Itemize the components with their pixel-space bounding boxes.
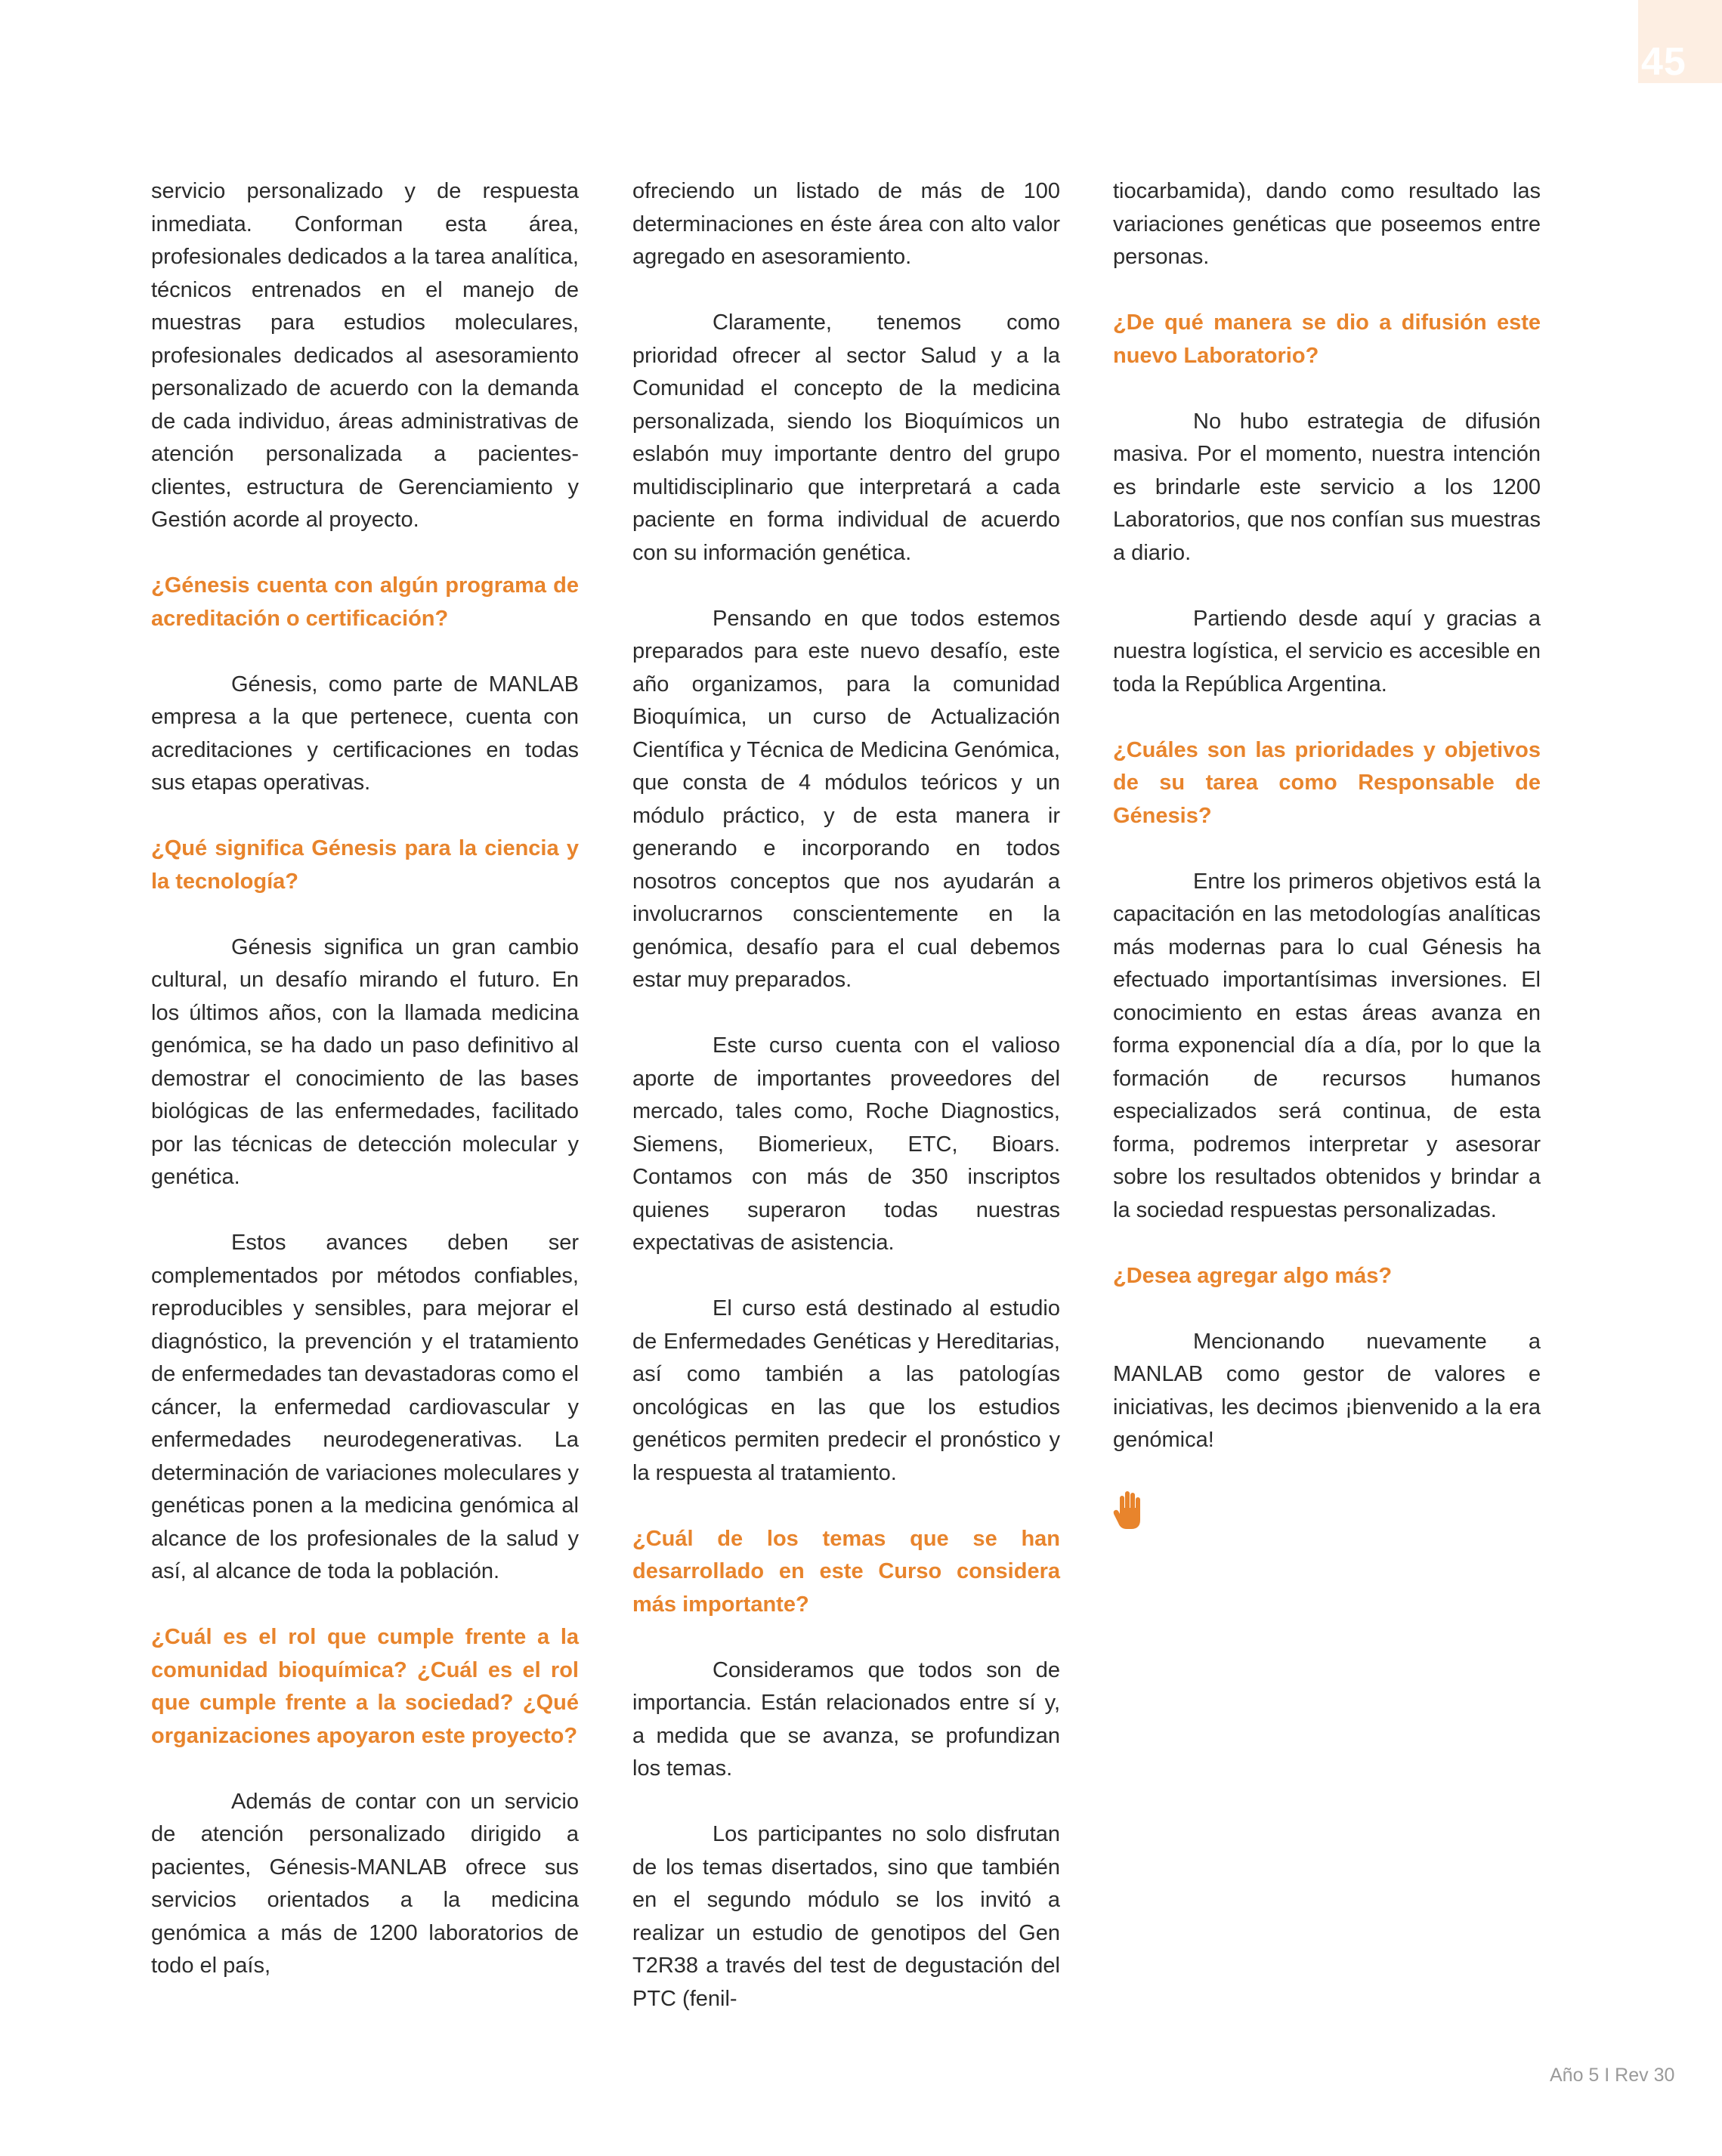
body-paragraph: ofreciendo un listado de más de 100 determinaciones en éste área con alto valor agregado en asesoramiento. xyxy=(632,179,1060,269)
body-paragraph: Además de contar con un servicio de atención personalizado dirigido a pacientes, Génesis-MANLAB ofrece sus servicios orientados a la medicina genómica a más de 1200 laboratorios de todo el país, xyxy=(151,1789,579,1978)
body-paragraph: El curso está destinado al estudio de Enfermedades Genéticas y Hereditarias, así como también a las patologías oncológicas en las que los estudios genéticos permiten predecir el pronóstico y la respuesta al tratamiento. xyxy=(632,1296,1060,1485)
interview-question: ¿Génesis cuenta con algún programa de acreditación o certificación? xyxy=(151,573,579,631)
issue-footer: Año 5 I Rev 30 xyxy=(1550,2065,1675,2086)
interview-question: ¿Cuál es el rol que cumple frente a la comunidad bioquímica? ¿Cuál es el rol que cumple frente a la sociedad? ¿Qué organizaciones apoyaron este proyecto? xyxy=(151,1625,579,1748)
body-paragraph: Partiendo desde aquí y gracias a nuestra logística, el servicio es accesible en toda la República Argentina. xyxy=(1113,606,1541,697)
interview-question: ¿Desea agregar algo más? xyxy=(1113,1263,1393,1288)
article-column-1 xyxy=(151,175,579,1983)
body-paragraph: Mencionando nuevamente a MANLAB como gestor de valores e iniciativas, les decimos ¡bienvenido a la era genómica! xyxy=(1113,1329,1541,1452)
raised-hand-icon xyxy=(1113,1490,1146,1531)
body-paragraph: Pensando en que todos estemos preparados para este nuevo desafío, este año organizamos, para la comunidad Bioquímica, un curso de Actualización Científica y Técnica de Medicina Genómica, que consta de 4 módulos teóricos y un módulo práctico, y de esta manera ir generando e incorporando en todos nosotros conceptos que nos ayudarán a involucrarnos conscientemente en la genómica, desafío para el cual debemos estar muy preparados. xyxy=(632,606,1060,992)
body-paragraph: Este curso cuenta con el valioso aporte de importantes proveedores del mercado, tales como, Roche Diagnostics, Siemens, Biomerieux, ETC, Bioars. Contamos con más de 350 inscriptos quienes superaron todas nuestras expectativas de asistencia. xyxy=(632,1033,1060,1255)
body-paragraph: No hubo estrategia de difusión masiva. Por el momento, nuestra intención es brindarle este servicio a los 1200 Laboratorios, que nos confían sus muestras a diario. xyxy=(1113,409,1541,565)
page-number: 45 xyxy=(1641,40,1686,84)
interview-question: ¿De qué manera se dio a difusión este nuevo Laboratorio? xyxy=(1113,310,1541,368)
interview-question: ¿Cuáles son las prioridades y objetivos de su tarea como Responsable de Génesis? xyxy=(1113,737,1541,828)
interview-question: ¿Cuál de los temas que se han desarrollado en este Curso considera más importante? xyxy=(632,1526,1060,1617)
body-paragraph: Los participantes no solo disfrutan de los temas disertados, sino que también en el segundo módulo se los invitó a realizar un estudio de genotipos del Gen T2R38 a través del test de degustación del PTC (fenil- xyxy=(632,1822,1060,2011)
body-paragraph: Entre los primeros objetivos está la capacitación en las metodologías analíticas más modernas para lo cual Génesis ha efectuado importantísimas inversiones. El conocimiento en estas áreas avanza en forma exponencial día a día, por lo que la formación de recursos humanos especializados será continua, de esta forma, podremos interpretar y asesorar sobre los resultados obtenidos y brindar a la sociedad respuestas personalizadas. xyxy=(1113,869,1541,1222)
article-column-2 xyxy=(632,175,1060,2015)
body-paragraph: Génesis, como parte de MANLAB empresa a la que pertenece, cuenta con acreditaciones y certificaciones en todas sus etapas operativas. xyxy=(151,672,579,795)
body-paragraph: tiocarbamida), dando como resultado las variaciones genéticas que poseemos entre personas. xyxy=(1113,179,1541,269)
body-paragraph: Génesis significa un gran cambio cultural, un desafío mirando el futuro. En los últimos años, con la llamada medicina genómica, se ha dado un paso definitivo al demostrar el conocimiento de las bases biológicas de las enfermedades, facilitado por las técnicas de detección molecular y genética. xyxy=(151,934,579,1189)
body-paragraph: Estos avances deben ser complementados por métodos confiables, reproducibles y sensibles, para mejorar el diagnóstico, la prevención y el tratamiento de enfermedades tan devastadoras como el cáncer, la enfermedad cardiovascular y enfermedades neurodegenerativas. La determinación de variaciones moleculares y genéticas ponen a la medicina genómica al alcance de los profesionales de la salud y así, al alcance de toda la población. xyxy=(151,1231,579,1583)
interview-question: ¿Qué significa Génesis para la ciencia y la tecnología? xyxy=(151,836,579,894)
article-column-3 xyxy=(1113,175,1541,1531)
body-paragraph: servicio personalizado y de respuesta inmediata. Conforman esta área, profesionales dedicados a la tarea analítica, técnicos entrenados en el manejo de muestras para estudios moleculares, profesionales dedicados al asesoramiento personalizado de acuerdo con la demanda de cada individuo, áreas administrativas de atención personalizada a pacientes-clientes, estructura de Gerenciamiento y Gestión acorde al proyecto. xyxy=(151,179,579,532)
body-paragraph: Claramente, tenemos como prioridad ofrecer al sector Salud y a la Comunidad el concepto de la medicina personalizada, siendo los Bioquímicos un eslabón muy importante dentro del grupo multidisciplinario que interpretará a cada paciente en forma individual de acuerdo con su información genética. xyxy=(632,310,1060,565)
body-paragraph: Consideramos que todos son de importancia. Están relacionados entre sí y, a medida que se avanza, se profundizan los temas. xyxy=(632,1657,1060,1781)
